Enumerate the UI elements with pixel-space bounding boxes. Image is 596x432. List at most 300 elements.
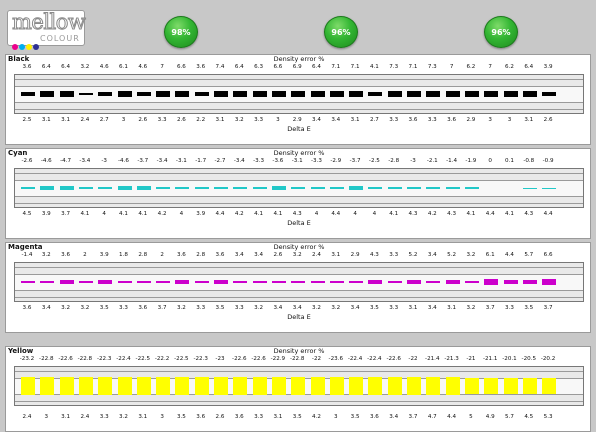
- delta-e-value: 2.6: [215, 414, 225, 420]
- panel-title: Black: [8, 55, 30, 63]
- density-value: -2.5: [368, 158, 380, 164]
- delta-e-value: 4.2: [234, 211, 244, 217]
- density-value: 7.4: [215, 64, 225, 70]
- density-bar: [21, 377, 35, 396]
- density-bar: [465, 281, 479, 284]
- delta-e-value: 3.1: [350, 117, 360, 123]
- delta-e-value: 2.7: [369, 117, 379, 123]
- plot-gridline: [15, 290, 583, 291]
- density-bar: [504, 378, 518, 394]
- delta-e-value: 4.3: [447, 211, 457, 217]
- density-bar: [195, 377, 209, 395]
- density-bar: [175, 377, 189, 395]
- density-value: 6.1: [485, 252, 495, 258]
- density-error-label: Density error %: [273, 243, 325, 251]
- density-bar: [426, 187, 440, 189]
- density-bar: [272, 281, 286, 283]
- density-bar: [118, 91, 132, 96]
- density-bar: [426, 281, 440, 284]
- plot-gridline: [15, 86, 583, 87]
- density-bar: [233, 377, 247, 395]
- delta-e-value: 3.2: [80, 305, 90, 311]
- density-bar: [60, 377, 74, 395]
- density-value: -20.5: [521, 356, 537, 362]
- density-bar: [79, 187, 93, 190]
- density-value: 3.4: [254, 252, 264, 258]
- delta-e-value: 4.1: [273, 211, 283, 217]
- plot-gridline: [15, 102, 583, 103]
- delta-e-value: 3.3: [157, 117, 167, 123]
- density-bar: [446, 91, 460, 97]
- density-bar: [253, 377, 267, 395]
- density-bar: [60, 280, 74, 283]
- density-bar: [291, 281, 305, 284]
- density-bar: [233, 187, 247, 190]
- density-value: -3.3: [253, 158, 265, 164]
- density-value: 6.4: [524, 64, 534, 70]
- delta-e-value: 3.9: [41, 211, 51, 217]
- density-value: -1.7: [195, 158, 207, 164]
- density-value: -22.8: [77, 356, 93, 362]
- plot-gridline: [15, 79, 583, 80]
- density-value: 3.2: [466, 252, 476, 258]
- delta-e-value: 3.1: [215, 117, 225, 123]
- density-bar: [156, 377, 170, 395]
- density-plot: [14, 262, 584, 302]
- density-value: 3.6: [61, 252, 71, 258]
- density-bar: [175, 280, 189, 283]
- delta-e-value: 3.4: [41, 305, 51, 311]
- delta-e-label: Delta E: [287, 125, 311, 133]
- delta-e-value: 4.5: [524, 414, 534, 420]
- density-bar: [40, 186, 54, 190]
- density-value: -2.8: [388, 158, 400, 164]
- density-bar: [484, 378, 498, 395]
- delta-e-value: 3: [276, 117, 280, 123]
- density-value: 3.6: [196, 64, 206, 70]
- delta-e-value: 3.1: [447, 305, 457, 311]
- density-bar: [388, 187, 402, 189]
- delta-e-value: 3.5: [524, 305, 534, 311]
- density-value: -21.1: [482, 356, 498, 362]
- density-value: -22.3: [193, 356, 208, 362]
- density-bar: [137, 186, 151, 189]
- density-value: 2: [83, 252, 87, 258]
- delta-e-value: 3.2: [331, 305, 341, 311]
- delta-e-value: 2.4: [80, 414, 90, 420]
- delta-e-value: 4.9: [485, 414, 495, 420]
- density-bar: [407, 377, 421, 395]
- delta-e-value: 4: [102, 211, 106, 217]
- density-value: -22.4: [116, 356, 131, 362]
- score-badge-1[interactable]: 98%: [164, 16, 198, 48]
- density-value: -22.5: [174, 356, 189, 362]
- delta-e-value: 4.3: [408, 211, 418, 217]
- delta-e-value: 3.4: [427, 305, 437, 311]
- density-bar: [253, 281, 267, 284]
- delta-e-value: 3.2: [61, 305, 71, 311]
- density-value: -23.6: [328, 356, 344, 362]
- density-value: 2.9: [350, 252, 360, 258]
- delta-e-value: 3.3: [389, 305, 399, 311]
- density-bar: [137, 92, 151, 96]
- density-value: -22.6: [232, 356, 247, 362]
- density-plot: [14, 74, 584, 114]
- delta-e-value: 3: [507, 117, 512, 123]
- density-value: 3.2: [41, 252, 51, 258]
- delta-e-value: 2.9: [292, 117, 302, 123]
- density-bar: [21, 187, 35, 189]
- density-value: 3.6: [215, 252, 225, 258]
- density-value: -3.7: [137, 158, 149, 164]
- density-bar: [484, 279, 498, 284]
- delta-e-value: 3.9: [196, 211, 206, 217]
- density-value: -2.1: [426, 158, 438, 164]
- density-bar: [214, 377, 228, 395]
- density-value: -2.7: [214, 158, 226, 164]
- density-value: -23: [215, 356, 225, 362]
- density-value: -22.5: [135, 356, 151, 362]
- delta-e-value: 3.6: [447, 117, 457, 123]
- density-bar: [368, 377, 382, 395]
- density-value: 6.1: [119, 64, 128, 70]
- density-value: 6.4: [312, 64, 321, 70]
- panel-cyan: [5, 148, 591, 239]
- density-bar: [40, 377, 54, 395]
- density-bar: [388, 91, 402, 97]
- density-bar: [465, 91, 479, 96]
- delta-e-value: 3.3: [196, 305, 206, 311]
- delta-e-value: 3.5: [369, 305, 379, 311]
- density-value: -21: [466, 356, 476, 362]
- delta-e-value: 4.1: [389, 211, 399, 217]
- density-plot: [14, 168, 584, 208]
- density-value: -20.2: [540, 356, 556, 362]
- density-value: -1.9: [465, 158, 477, 164]
- density-value: 4.1: [369, 64, 379, 70]
- delta-e-value: 3.7: [408, 414, 418, 420]
- score-badge-2[interactable]: 96%: [324, 16, 358, 48]
- density-bar: [330, 91, 344, 97]
- delta-e-value: 4.3: [524, 211, 534, 217]
- plot-gridline: [15, 196, 583, 197]
- density-value: 6.4: [61, 64, 71, 70]
- density-value: -22.4: [347, 356, 363, 362]
- density-value: -22.6: [251, 356, 266, 362]
- density-value: -3.7: [349, 158, 361, 164]
- panel-magenta: [5, 242, 591, 333]
- delta-e-value: 3.1: [61, 117, 71, 123]
- delta-e-value: 4.4: [447, 414, 457, 420]
- panel-black: [5, 54, 591, 145]
- density-value: -21.3: [444, 356, 459, 362]
- density-value: -3.4: [79, 158, 91, 164]
- delta-e-value: 2.5: [22, 117, 32, 123]
- density-value: 4.6: [138, 64, 148, 70]
- density-bar: [272, 186, 286, 189]
- delta-e-value: 3.6: [369, 414, 379, 420]
- density-value: -3: [101, 158, 107, 164]
- density-value: -22.3: [96, 356, 112, 362]
- density-value: 2.8: [196, 252, 206, 258]
- delta-e-value: 3.6: [196, 414, 206, 420]
- delta-e-value: 3.1: [273, 414, 283, 420]
- delta-e-value: 3.7: [485, 305, 495, 311]
- panel-title: Magenta: [8, 243, 43, 251]
- density-bar: [407, 280, 421, 284]
- delta-e-value: 3: [334, 414, 338, 420]
- density-bar: [195, 281, 209, 283]
- density-bar: [446, 187, 460, 188]
- delta-e-value: 4.4: [485, 211, 495, 217]
- density-value: -0.9: [542, 158, 554, 164]
- density-value: 7.1: [331, 64, 341, 70]
- plot-gridline: [15, 109, 583, 110]
- density-value: -4.6: [40, 158, 52, 164]
- logo-wordmark: mellow: [12, 10, 86, 34]
- density-bar: [465, 187, 479, 189]
- density-value: 6.4: [234, 64, 244, 70]
- delta-e-value: 3.2: [119, 414, 128, 420]
- plot-gridline: [15, 180, 583, 181]
- delta-e-value: 3.3: [254, 117, 264, 123]
- density-value: -23.2: [19, 356, 35, 362]
- density-bar: [291, 91, 305, 97]
- density-bar: [426, 91, 440, 97]
- plot-gridline: [15, 297, 583, 298]
- panel-title: Cyan: [8, 149, 28, 157]
- density-bar: [349, 281, 363, 283]
- density-value: 0: [488, 158, 492, 164]
- density-value: 5.2: [408, 252, 418, 258]
- density-bar: [407, 187, 421, 190]
- delta-e-value: 4: [314, 211, 319, 217]
- delta-e-value: 5.7: [505, 414, 514, 420]
- density-value: 3.9: [543, 64, 553, 70]
- header-bar: [0, 0, 596, 50]
- density-bar: [272, 377, 286, 395]
- delta-e-value: 3.3: [99, 414, 109, 420]
- density-value: 4.4: [505, 252, 514, 258]
- delta-e-value: 2.7: [99, 117, 109, 123]
- delta-e-value: 4.3: [292, 211, 302, 217]
- plot-gridline: [15, 203, 583, 204]
- delta-e-value: 3.2: [466, 305, 476, 311]
- density-bar: [542, 378, 556, 394]
- density-bar: [253, 187, 267, 190]
- density-bar: [311, 281, 325, 283]
- density-value: -22.6: [386, 356, 401, 362]
- density-bar: [137, 377, 151, 395]
- delta-e-value: 3.4: [312, 117, 321, 123]
- delta-e-value: 2.2: [196, 117, 206, 123]
- density-value: 7.3: [427, 64, 437, 70]
- delta-e-value: 3.2: [312, 305, 321, 311]
- delta-e-value: 3.7: [61, 211, 71, 217]
- delta-e-value: 3.3: [427, 117, 437, 123]
- density-bar: [253, 91, 267, 96]
- density-value: -0.8: [523, 158, 535, 164]
- plot-gridline: [15, 267, 583, 268]
- density-bar: [407, 91, 421, 97]
- density-bar: [523, 280, 537, 285]
- density-bar: [79, 93, 93, 96]
- delta-e-value: 3.5: [176, 414, 186, 420]
- density-bar: [368, 280, 382, 284]
- density-bar: [79, 281, 93, 283]
- density-bar: [233, 281, 247, 284]
- density-value: -20.1: [502, 356, 517, 362]
- delta-e-value: 3.3: [389, 117, 399, 123]
- delta-e-value: 4.2: [427, 211, 437, 217]
- density-value: -4.7: [60, 158, 72, 164]
- delta-e-value: 2.6: [543, 117, 553, 123]
- delta-e-value: 3.3: [119, 305, 128, 311]
- density-bar: [60, 91, 74, 96]
- logo-subtitle: COLOUR: [40, 34, 80, 43]
- density-value: 1.8: [119, 252, 128, 258]
- logo-dot-blue: [33, 44, 39, 50]
- delta-e-value: 3.2: [254, 305, 264, 311]
- delta-e-value: 3.3: [254, 414, 264, 420]
- plot-gridline: [15, 173, 583, 174]
- delta-e-value: 3: [121, 117, 126, 123]
- logo-dot-yellow: [26, 44, 32, 50]
- density-value: -22.2: [154, 356, 170, 362]
- density-bar: [156, 281, 170, 283]
- delta-e-value: 3.1: [408, 305, 418, 311]
- density-error-label: Density error %: [273, 55, 325, 63]
- density-value: -3.1: [175, 158, 187, 164]
- delta-e-value: 2.4: [22, 414, 32, 420]
- density-bar: [349, 377, 363, 395]
- density-value: 3.6: [22, 64, 32, 70]
- delta-e-value: 5: [469, 414, 473, 420]
- density-value: -3: [410, 158, 416, 164]
- density-value: 7.1: [350, 64, 360, 70]
- delta-e-value: 4.4: [215, 211, 225, 217]
- delta-e-value: 3.4: [350, 305, 360, 311]
- delta-e-value: 3.7: [543, 305, 553, 311]
- density-bar: [175, 91, 189, 97]
- delta-e-value: 3.3: [505, 305, 514, 311]
- density-bar: [214, 280, 228, 283]
- density-bar: [542, 279, 556, 285]
- delta-e-value: 3.6: [408, 117, 418, 123]
- density-bar: [311, 377, 325, 395]
- density-value: 3.3: [389, 252, 399, 258]
- density-value: -4.6: [118, 158, 129, 164]
- density-value: 7.1: [408, 64, 418, 70]
- density-bar: [368, 92, 382, 95]
- delta-e-value: 3: [44, 414, 49, 420]
- delta-e-value: 3.7: [157, 305, 167, 311]
- delta-e-value: 3.4: [389, 414, 399, 420]
- delta-e-value: 3: [160, 414, 164, 420]
- mellow-colour-logo: [7, 10, 85, 46]
- density-bar: [98, 377, 112, 395]
- density-bar: [388, 281, 402, 284]
- delta-e-value: 4.1: [505, 211, 514, 217]
- logo-dot-cyan: [19, 44, 25, 50]
- delta-e-value: 3.6: [22, 305, 32, 311]
- density-error-label: Density error %: [273, 149, 325, 157]
- delta-e-value: 4.5: [22, 211, 32, 217]
- density-bar: [311, 91, 325, 96]
- density-bar: [388, 377, 402, 395]
- density-bar: [118, 377, 132, 395]
- delta-e-value: 3.2: [176, 305, 186, 311]
- density-value: -22.9: [270, 356, 286, 362]
- logo-dots: [12, 36, 40, 55]
- delta-e-value: 4.4: [331, 211, 341, 217]
- density-value: -22.8: [289, 356, 305, 362]
- density-value: 7: [160, 64, 164, 70]
- delta-e-value: 3.6: [234, 414, 244, 420]
- density-value: -3.4: [156, 158, 168, 164]
- density-bar: [195, 92, 209, 95]
- density-value: 3.4: [427, 252, 437, 258]
- delta-e-value: 4.4: [543, 211, 553, 217]
- density-value: -22: [408, 356, 418, 362]
- delta-e-label: Delta E: [287, 219, 311, 227]
- panel-title: Yellow: [8, 347, 34, 355]
- density-value: -2.6: [21, 158, 33, 164]
- density-bar: [156, 187, 170, 190]
- density-value: -3.1: [291, 158, 303, 164]
- density-value: 3.1: [331, 252, 341, 258]
- density-value: -3.3: [311, 158, 322, 164]
- density-plot: [14, 366, 584, 406]
- density-bar: [175, 187, 189, 190]
- delta-e-value: 2.4: [80, 117, 90, 123]
- density-value: 6.6: [176, 64, 186, 70]
- density-bar: [40, 91, 54, 96]
- delta-e-value: 4.7: [427, 414, 437, 420]
- density-value: 3.4: [234, 252, 244, 258]
- plot-gridline: [15, 371, 583, 372]
- density-value: 0.1: [505, 158, 514, 164]
- score-badge-3[interactable]: 96%: [484, 16, 518, 48]
- delta-e-value: 3.5: [215, 305, 225, 311]
- density-value: 7.3: [389, 64, 399, 70]
- density-bar: [137, 281, 151, 283]
- density-bar: [311, 187, 325, 190]
- delta-e-value: 5.3: [543, 414, 553, 420]
- logo-dot-magenta: [12, 44, 18, 50]
- density-bar: [21, 281, 35, 282]
- plot-gridline: [15, 401, 583, 402]
- density-bar: [272, 91, 286, 97]
- delta-e-value: 3.4: [273, 305, 283, 311]
- density-bar: [98, 280, 112, 283]
- delta-e-value: 3: [488, 117, 492, 123]
- density-bar: [156, 91, 170, 97]
- density-bar: [368, 187, 382, 189]
- plot-gridline: [15, 274, 583, 275]
- density-value: -3.6: [272, 158, 284, 164]
- density-bar: [118, 186, 132, 190]
- density-bar: [484, 91, 498, 97]
- density-value: 2.4: [312, 252, 321, 258]
- density-bar: [542, 92, 556, 95]
- density-bar: [349, 91, 363, 97]
- density-value: -1.4: [21, 252, 33, 258]
- delta-e-value: 3.5: [350, 414, 360, 420]
- density-value: -2.9: [330, 158, 342, 164]
- density-value: 2.6: [273, 252, 283, 258]
- density-bar: [504, 91, 518, 96]
